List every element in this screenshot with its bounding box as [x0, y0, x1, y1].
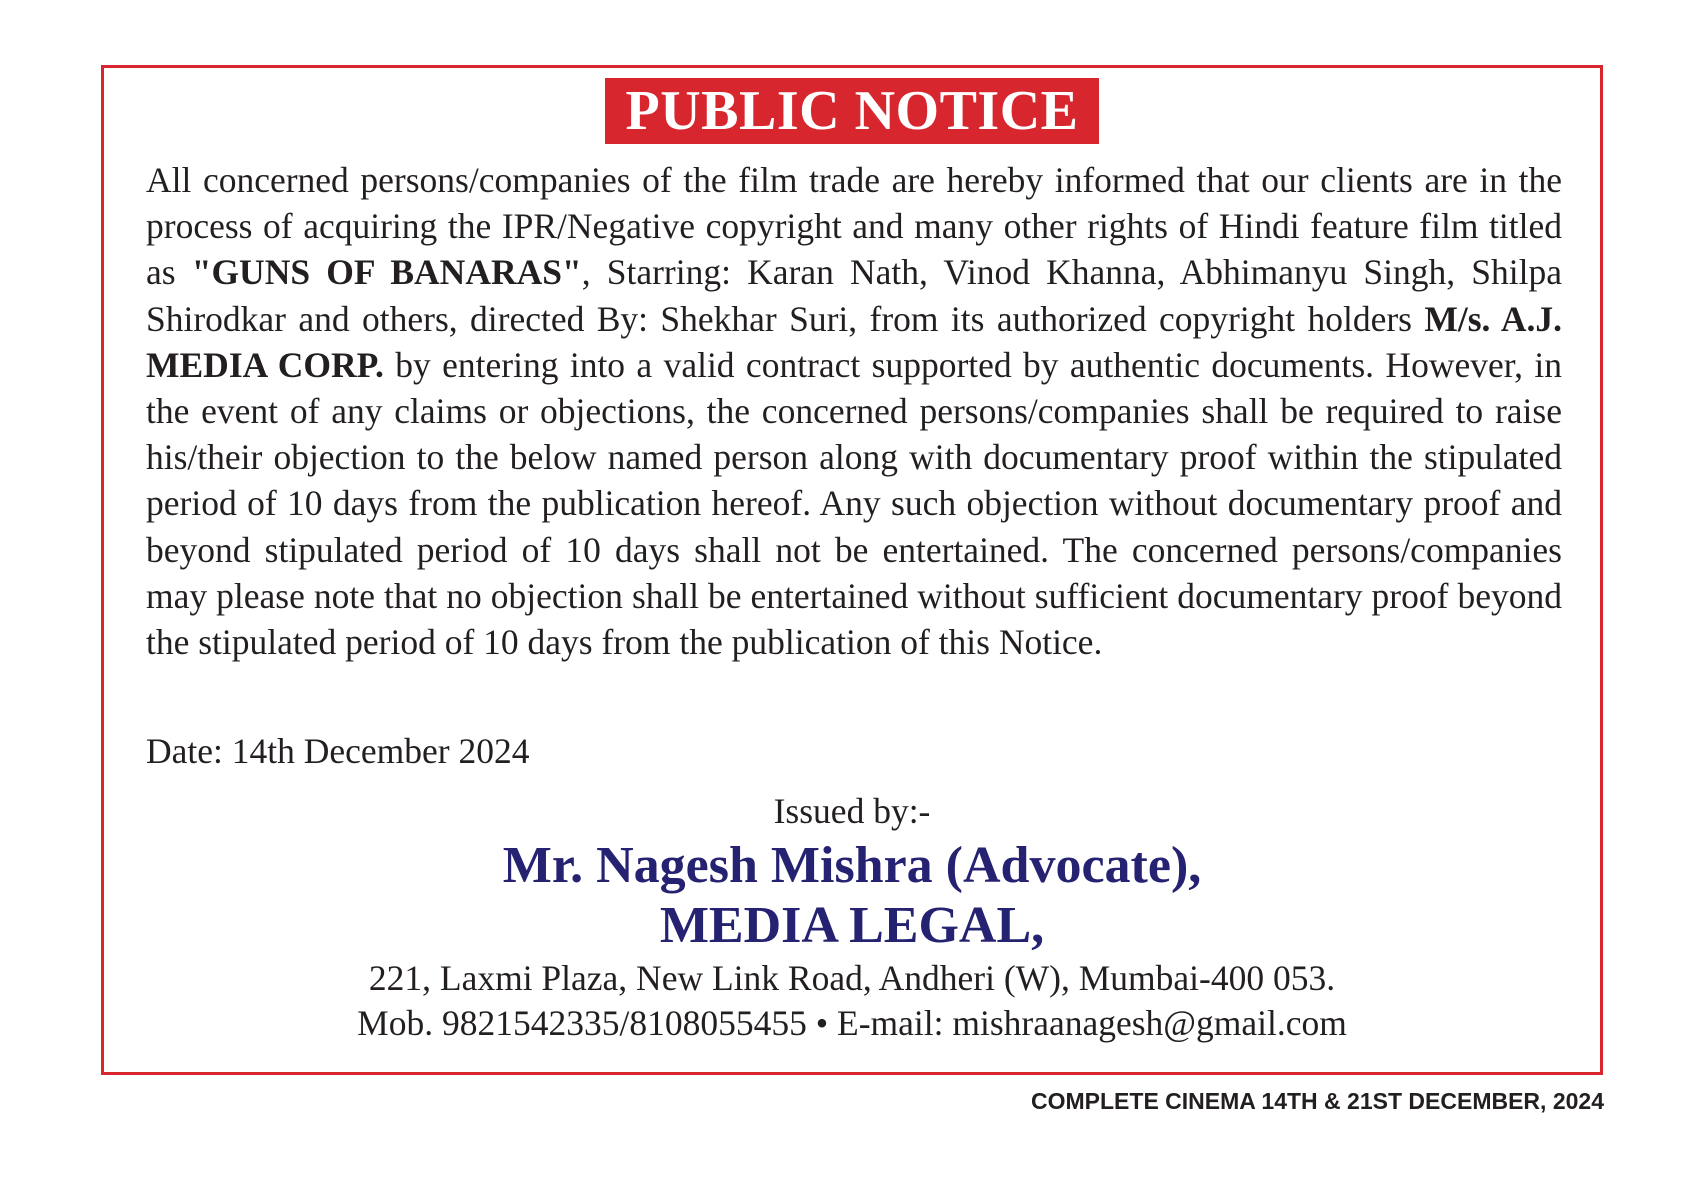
public-notice-box — [101, 65, 1603, 1075]
body-text-part2: , Starring: Karan Nath, Vinod Khanna, Abhimanyu Singh, Shilpa Shirodkar and others, directed By: Shekhar Suri, from its authorized copyright holders — [146, 252, 1562, 339]
company-name: M/s. A.J. MEDIA CORP. — [146, 298, 1562, 385]
signatory-block — [104, 836, 1600, 956]
publication-footer: COMPLETE CINEMA 14TH & 21ST DECEMBER, 2024 — [1031, 1088, 1604, 1114]
contact-block — [104, 956, 1600, 1046]
issued-by-label: Issued by:- — [773, 791, 931, 831]
body-text-part1: All concerned persons/companies of the film trade are hereby informed that our clients are in the process of acquiring the IPR/Negative copyright and many other rights of Hindi feature film titled as — [146, 160, 1562, 293]
issuer-contact: Mob. 9821542335/8108055455 • E-mail: mishraanagesh@gmail.com — [357, 1003, 1347, 1043]
issuer-name: Mr. Nagesh Mishra (Advocate), — [502, 837, 1202, 894]
issuer-firm: MEDIA LEGAL, — [659, 897, 1045, 954]
title-banner — [104, 78, 1600, 144]
body-text-part3: by entering into a valid contract supported by authentic documents. However, in the event of any claims or objections, the concerned persons/companies shall be required to raise his/their objection to the below named person along with documentary proof within the stipulated period of 10 days from the publication hereof. Any such objection without documentary proof and beyond stipulated period of 10 days shall not be entertained. The concerned persons/companies may please note that no objection shall be entertained without sufficient documentary proof beyond the stipulated period of 10 days from the publication of this Notice. — [146, 344, 1562, 663]
film-title: "GUNS OF BANARAS" — [191, 252, 582, 293]
issuer-address: 221, Laxmi Plaza, New Link Road, Andheri (W), Mumbai-400 053. — [368, 958, 1336, 998]
notice-body — [146, 157, 1562, 665]
notice-title: PUBLIC NOTICE — [605, 78, 1098, 144]
notice-date: Date: 14th December 2024 — [146, 731, 530, 771]
